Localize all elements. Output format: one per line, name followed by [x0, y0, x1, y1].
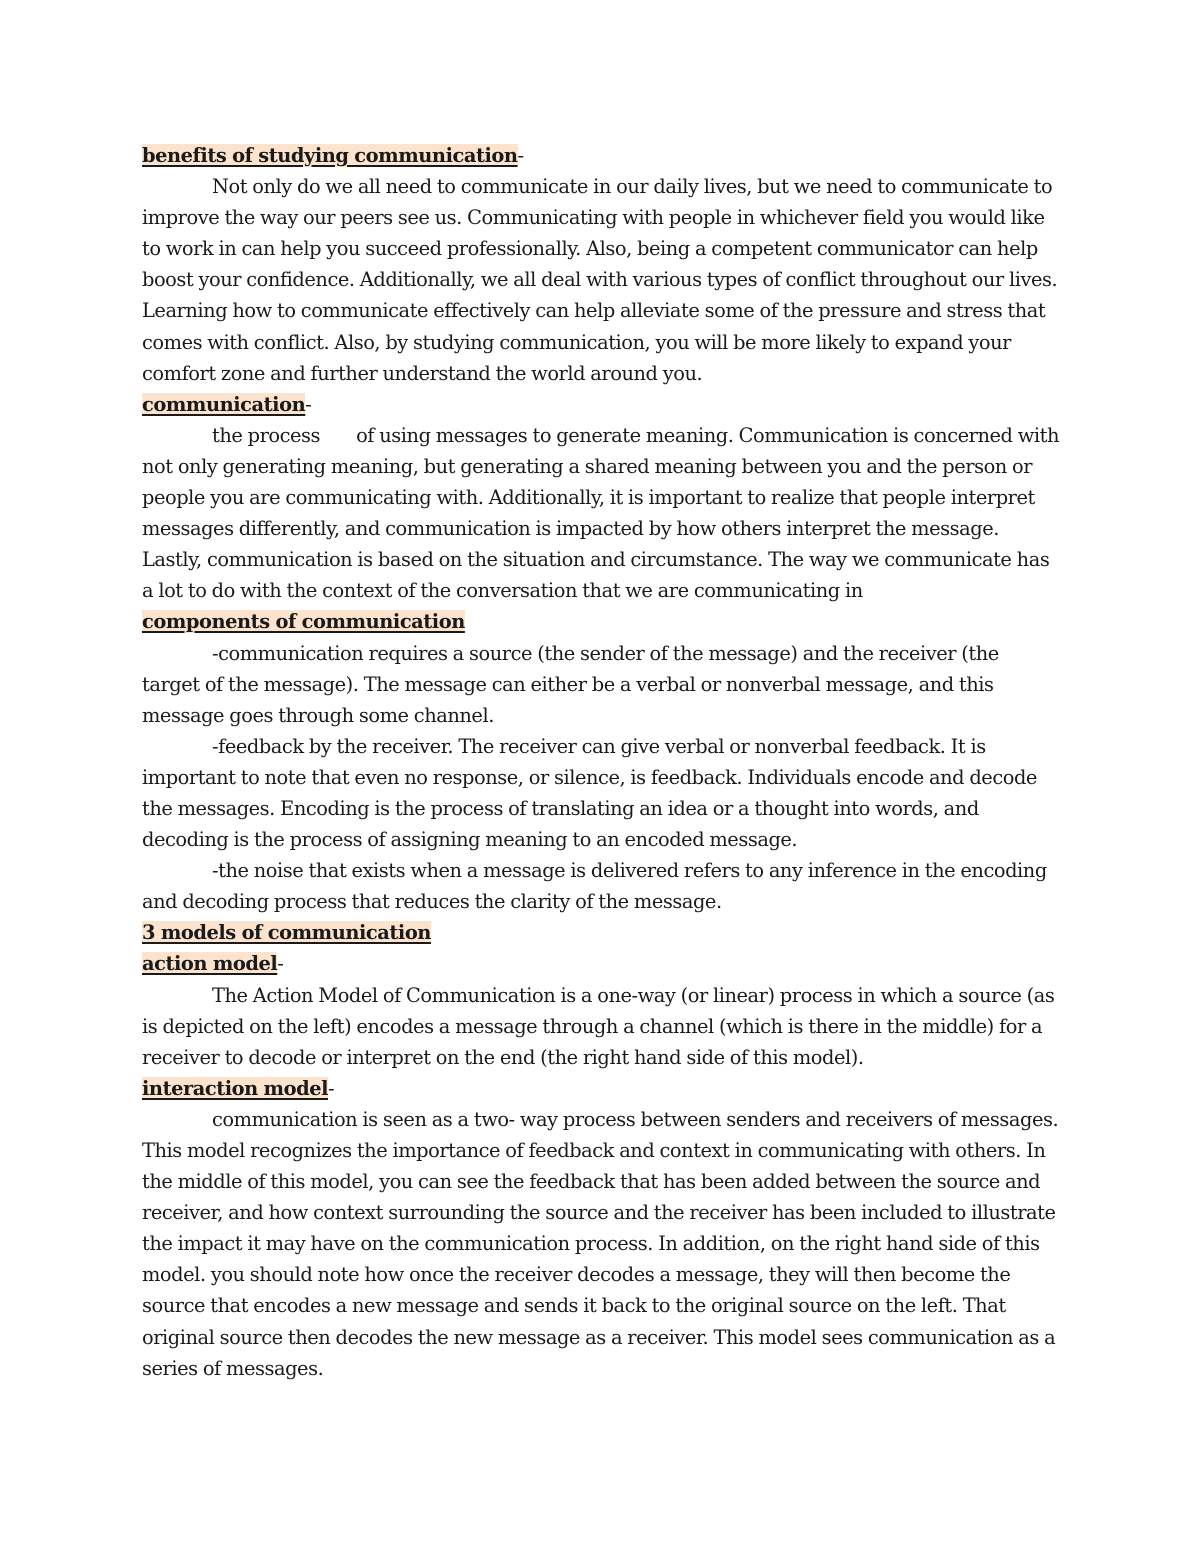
heading-highlight: communication [142, 392, 306, 416]
heading-highlight: components of communication [142, 610, 465, 634]
heading-suffix: - [517, 144, 524, 167]
body-paragraph: -communication requires a source (the sender of the message) and the receiver (the target of the message). The message can either be a verbal or nonverbal message, and this message goes through some channel. [142, 641, 999, 727]
section-heading [142, 1073, 1060, 1104]
body-paragraph: communication is seen as a two- way process between senders and receivers of messages. This model recognizes the importance of feedback and context in communicating with others. In the middle of this model, you can see the feedback that has been added between the source and receiver, and how context surrounding the source and the receiver has been included to illustrate the impact it may have on the communication process. In addition, on the right hand side of this model. you should note how once the receiver decodes a message, they will then become the source that encodes a new message and sends it back to the original source on the left. That original source then decodes the new message as a receiver. This model sees communication as a series of messages. [142, 1107, 1059, 1380]
heading-highlight: 3 models of communication [142, 921, 431, 945]
paragraph-lead: the process [212, 423, 321, 447]
section-heading [142, 389, 1060, 420]
section-heading [142, 140, 1060, 171]
heading-highlight: interaction model [142, 1076, 329, 1100]
paragraph-rest: of using messages to generate meaning. Communication is concerned with not only generating meaning, but generating a shared meaning between you and the person or people you are communicating with. Additionally, it is important to realize that people interpret messages differently, and communication is impacted by how others interpret the message. Lastly, communication is based on the situation and circumstance. The way we communicate has a lot to do with the context of the conversation that we are communicating in [142, 423, 1059, 603]
body-paragraph: Not only do we all need to communicate in our daily lives, but we need to communicate to improve the way our peers see us. Communicating with people in whichever field you would like to work in can help you succeed professionally. Also, being a competent communicator can help boost your confidence. Additionally, we all deal with various types of conflict throughout our lives. Learning how to communicate effectively can help alleviate some of the pressure and stress that comes with conflict. Also, by studying communication, you will be more likely to expand your comfort zone and further understand the world around you. [142, 175, 1058, 385]
body-paragraph [142, 420, 1060, 607]
heading-highlight: action model [142, 952, 278, 976]
heading-suffix: - [328, 1076, 335, 1100]
section-heading [142, 606, 1060, 637]
document-page [142, 140, 1060, 1384]
section-heading [142, 917, 1060, 948]
body-paragraph: The Action Model of Communication is a one-way (or linear) process in which a source (as is depicted on the left) encodes a message through a channel (which is there in the middle) for a receiver to decode or interpret on the end (the right hand side of this model). [142, 983, 1055, 1069]
heading-highlight: benefits of studying communication [142, 144, 518, 167]
body-paragraph: -the noise that exists when a message is delivered refers to any inference in the encoding and decoding process that reduces the clarity of the message. [142, 859, 1047, 914]
heading-suffix: - [305, 392, 312, 416]
heading-suffix: - [277, 952, 284, 976]
body-paragraph: -feedback by the receiver. The receiver can give verbal or nonverbal feedback. It is important to note that even no response, or silence, is feedback. Individuals encode and decode the messages. Encoding is the process of translating an idea or a thought into words, and decoding is the process of assigning meaning to an encoded message. [142, 734, 1037, 852]
section-heading [142, 948, 1060, 979]
